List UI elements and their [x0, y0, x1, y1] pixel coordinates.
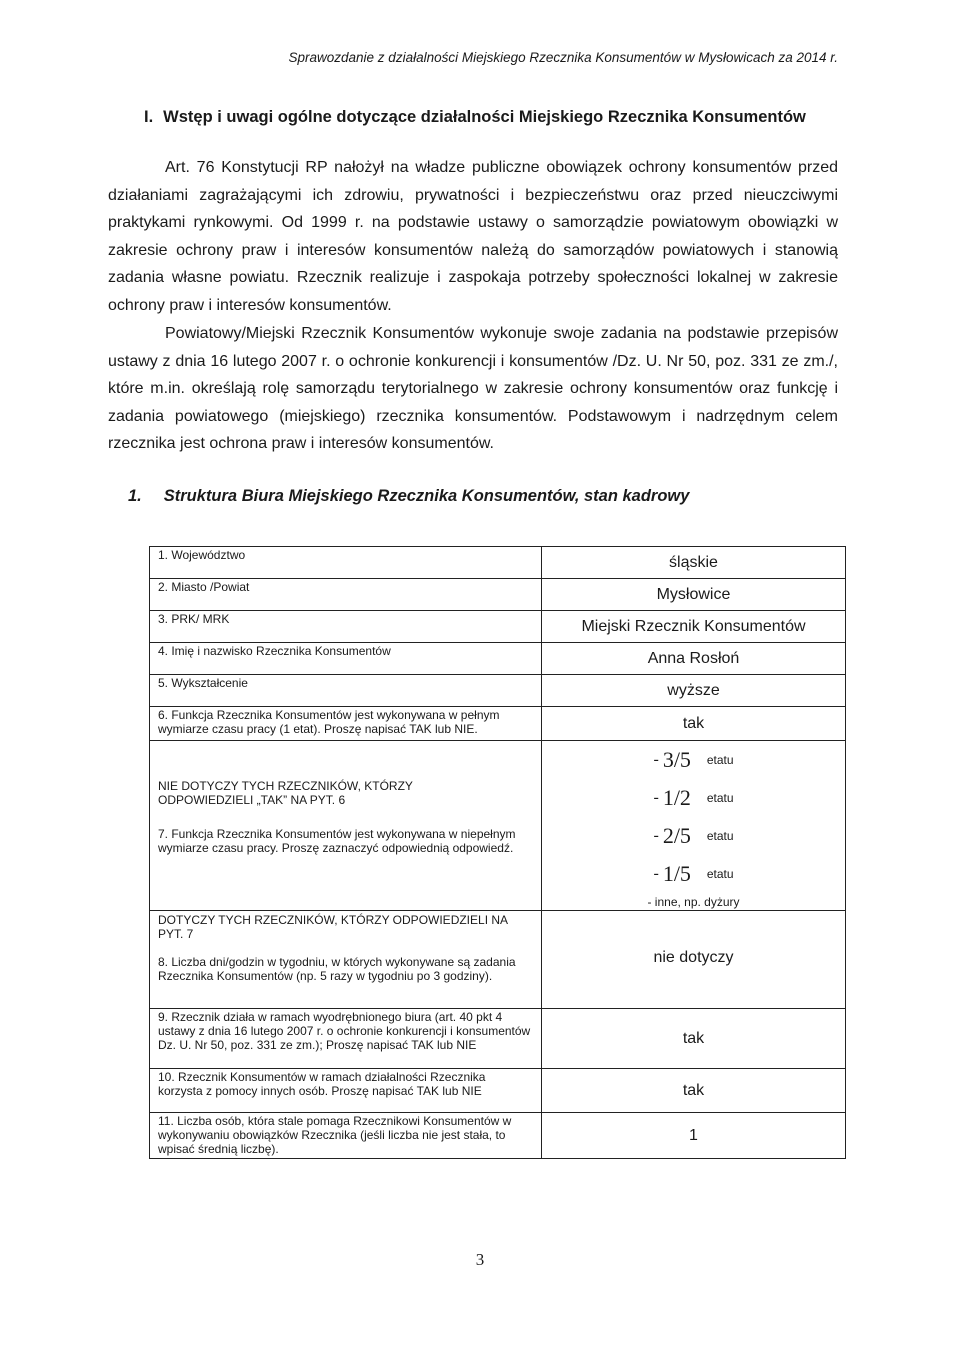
structure-table [149, 546, 846, 1159]
paragraph-1 [108, 154, 838, 319]
fraction-label: etatu [706, 867, 734, 881]
section-number: I. [144, 108, 154, 126]
other-option: - inne, np. dyżury [647, 895, 740, 909]
option-dash: - [653, 865, 659, 882]
question-text: 7. Funkcja Rzecznika Konsumentów jest wykonywana w niepełnym wymiarze czasu pracy. Proszę zaznaczyć odpowiednią odpowiedź. [158, 827, 516, 855]
fraction-value: 3/5 [662, 747, 691, 772]
fraction-value: 1/2 [662, 785, 691, 810]
answer-cell-fractions [542, 741, 846, 911]
question-cell: 1. Województwo [150, 547, 542, 579]
answer-cell: 1 [542, 1113, 846, 1159]
table-row [150, 643, 846, 675]
paragraph-1-text: Art. 76 Konstytucji RP nałożył na władze publiczne obowiązek ochrony konsumentów przed działaniami zagrażającymi ich zdrowiu, prywatności i bezpieczeństwu oraz przed nieuczciwymi praktykami rynkowymi. Od 1999 r. na podstawie ustawy o samorządzie powiatowym obowiązki w zakresie ochrony praw i interesów konsumentów należą do samorządów powiatowych i stanowią zadania własne powiatu. Rzecznik realizuje i zaspokaja potrzeby społeczności lokalnej w zakresie ochrony praw i interesów konsumentów. [108, 159, 838, 314]
answer-cell: tak [542, 1009, 846, 1069]
table-row [150, 579, 846, 611]
answer-cell: wyższe [542, 675, 846, 707]
paragraph-2 [108, 320, 838, 458]
answer-cell: śląskie [542, 547, 846, 579]
option-dash: - [653, 789, 659, 806]
fraction-option [550, 741, 837, 779]
answer-cell: Mysłowice [542, 579, 846, 611]
question-cell: 5. Wykształcenie [150, 675, 542, 707]
answer-cell: Anna Rosłoń [542, 643, 846, 675]
answer-cell: tak [542, 1069, 846, 1113]
fraction-label: etatu [706, 829, 734, 843]
table-row [150, 675, 846, 707]
question-cell: 4. Imię i nazwisko Rzecznika Konsumentów [150, 643, 542, 675]
question-cell: 2. Miasto /Powiat [150, 579, 542, 611]
subsection-title [128, 487, 689, 506]
question-cell [150, 741, 542, 911]
option-dash: - [653, 827, 659, 844]
fraction-label: etatu [706, 791, 734, 805]
table-row [150, 547, 846, 579]
fraction-label: etatu [706, 753, 734, 767]
answer-cell: nie dotyczy [542, 911, 846, 1009]
table-row [150, 1009, 846, 1069]
answer-cell: tak [542, 707, 846, 741]
question-note: NIE DOTYCZY TYCH RZECZNIKÓW, KTÓRZY ODPOWIEDZIELI „TAK” NA PYT. 6 [158, 779, 413, 807]
subsection-number: 1. [128, 487, 142, 505]
table-row-8 [150, 911, 846, 1009]
question-cell: 10. Rzecznik Konsumentów w ramach działalności Rzecznika korzysta z pomocy innych osób. Proszę napisać TAK lub NIE [150, 1069, 542, 1113]
option-dash: - [653, 751, 659, 768]
question-cell: 11. Liczba osób, która stale pomaga Rzecznikowi Konsumentów w wykonywaniu obowiązków Rzecznika (jeśli liczba nie jest stała, to wpisać średnią liczbę). [150, 1113, 542, 1159]
question-text: 8. Liczba dni/godzin w tygodniu, w których wykonywane są zadania Rzecznika Konsumentów (np. 5 razy w tygodniu po 3 godziny). [158, 955, 516, 983]
answer-cell: Miejski Rzecznik Konsumentów [542, 611, 846, 643]
question-cell: 3. PRK/ MRK [150, 611, 542, 643]
question-cell: 9. Rzecznik działa w ramach wyodrębnionego biura (art. 40 pkt 4 ustawy z dnia 16 lutego 2007 r. o ochronie konkurencji i konsumentów Dz. U. Nr 50, poz. 331 ze zm.); Proszę napisać TAK lub NIE [150, 1009, 542, 1069]
table-row [150, 707, 846, 741]
fraction-option [550, 817, 837, 855]
fraction-value: 1/5 [662, 861, 691, 886]
question-note: DOTYCZY TYCH RZECZNIKÓW, KTÓRZY ODPOWIEDZIELI NA PYT. 7 [158, 913, 508, 941]
section-title [144, 108, 806, 127]
table-row [150, 611, 846, 643]
page-header: Sprawozdanie z działalności Miejskiego Rzecznika Konsumentów w Mysłowicach za 2014 r. [288, 50, 838, 65]
paragraph-2-text: Powiatowy/Miejski Rzecznik Konsumentów wykonuje swoje zadania na podstawie przepisów ustawy z dnia 16 lutego 2007 r. o ochronie konkurencji i konsumentów /Dz. U. Nr 50, poz. 331 ze zm./, które m.in. określają rolę samorządu terytorialnego w zakresie ochrony konsumentów oraz funkcję i zadania powiatowego (miejskiego) rzecznika konsumentów. Podstawowym i nadrzędnym celem rzecznika jest ochrona praw i interesów konsumentów. [108, 325, 838, 452]
fraction-value: 2/5 [662, 823, 691, 848]
table-row [150, 1069, 846, 1113]
question-cell [150, 911, 542, 1009]
fraction-option [550, 855, 837, 893]
table-row [150, 1113, 846, 1159]
page-number: 3 [475, 1250, 485, 1269]
section-title-text: Wstęp i uwagi ogólne dotyczące działalności Miejskiego Rzecznika Konsumentów [163, 108, 806, 126]
subsection-title-text: Struktura Biura Miejskiego Rzecznika Konsumentów, stan kadrowy [163, 487, 690, 505]
fraction-option [550, 779, 837, 817]
table-row-7 [150, 741, 846, 911]
question-cell: 6. Funkcja Rzecznika Konsumentów jest wykonywana w pełnym wymiarze czasu pracy (1 etat). Proszę napisać TAK lub NIE. [150, 707, 542, 741]
